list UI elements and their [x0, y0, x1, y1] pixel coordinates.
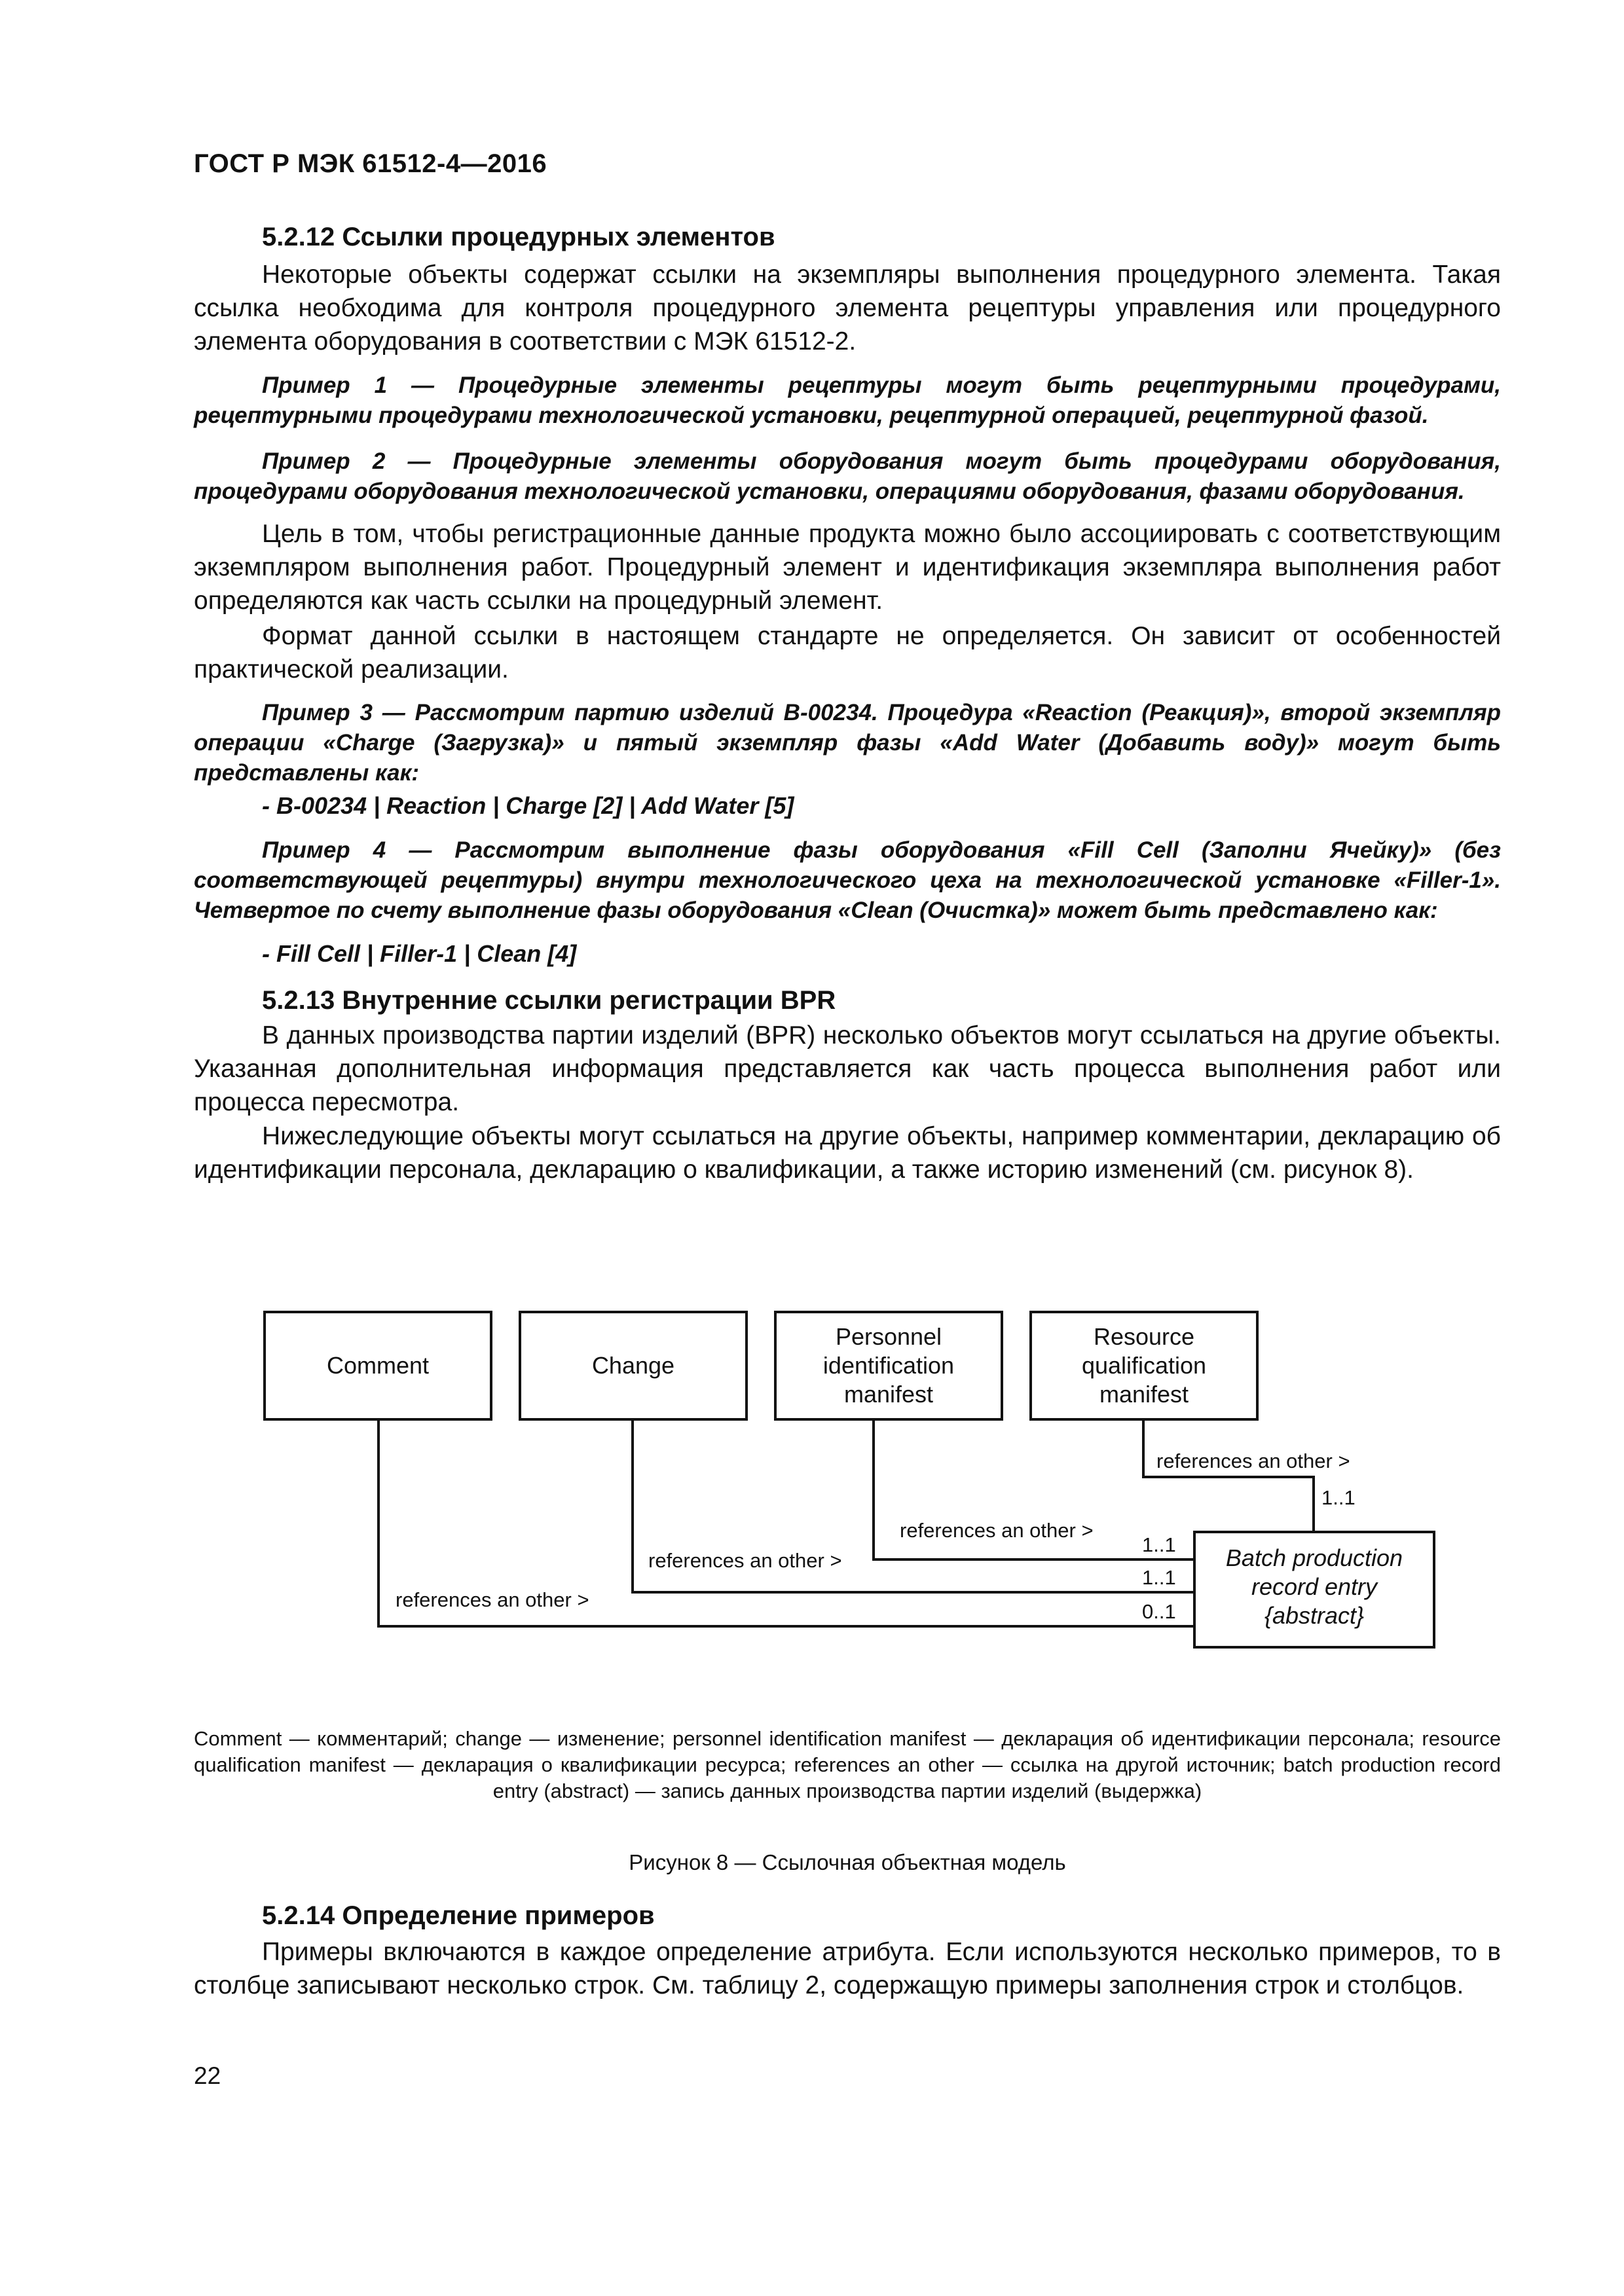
- resource-association-label: references an other >: [1156, 1449, 1350, 1472]
- section-heading-5-2-12: 5.2.12 Ссылки процедурных элементов: [262, 223, 775, 251]
- personnel-label-line-3: manifest: [843, 1381, 934, 1408]
- paragraph: Примеры включаются в каждое определение атрибута. Если используются несколько примеров, то в столбце записывают несколько строк. См. таблицу 2, содержащую примеры заполнения строк и столбцов.: [194, 1938, 1501, 1999]
- resource-label-line-2: qualification: [1081, 1352, 1207, 1379]
- personnel-label-line-1: Personnel: [835, 1323, 942, 1350]
- page-number: 22: [194, 2062, 221, 2089]
- paragraph: Некоторые объекты содержат ссылки на экземпляры выполнения процедурного элемента. Такая ссылка необходима для контроля процедурного элемента рецептуры управления или процедурного элемента оборудования в соответствии с МЭК 61512-2.: [194, 261, 1501, 355]
- standard-header: ГОСТ Р МЭК 61512-4—2016: [194, 149, 547, 178]
- bpr-label-line-1: Batch production: [1225, 1544, 1403, 1571]
- example-3: Пример 3 — Рассмотрим партию изделий B-00234. Процедура «Reaction (Реакция)», второй экземпляр операции «Charge (Загрузка)» и пятый экземпляр фазы «Add Water (Добавить воду)» могут быть представлены как:: [194, 700, 1501, 786]
- section-heading-5-2-14: 5.2.14 Определение примеров: [262, 1901, 655, 1930]
- example-4-code: - Fill Cell | Filler-1 | Clean [4]: [262, 940, 577, 967]
- example-1: Пример 1 — Процедурные элементы рецептуры могут быть рецептурными процедурами, рецептурными процедурами технологической установки, рецептурной операцией, рецептурной фазой.: [194, 373, 1501, 428]
- section-heading-5-2-13: 5.2.13 Внутренние ссылки регистрации BPR: [262, 986, 836, 1015]
- change-label: Change: [591, 1352, 675, 1379]
- resource-multiplicity: 1..1: [1321, 1486, 1356, 1509]
- paragraph: Цель в том, чтобы регистрационные данные продукта можно было ассоциировать с соответствующим экземпляром выполнения работ. Процедурный элемент и идентификация экземпляра выполнения работ определяются как часть ссылки на процедурный элемент.: [194, 520, 1501, 615]
- resource-label-line-1: Resource: [1093, 1323, 1195, 1350]
- change-multiplicity: 1..1: [1142, 1566, 1176, 1589]
- figure-legend: Comment — комментарий; change — изменение; personnel identification manifest — декларация об идентификации персонала; resource qualification manifest — декларация о квалификации ресурса; references an other — ссылка на другой источник; batch production record entry (abstract) — запись данных производства партии изделий (выдержка): [194, 1727, 1501, 1802]
- bpr-label-line-3: {abstract}: [1264, 1602, 1365, 1629]
- paragraph: Нижеследующие объекты могут ссылаться на другие объекты, например комментарии, декларацию об идентификации персонала, декларацию о квалификации, а также историю изменений (см. рисунок 8).: [194, 1122, 1501, 1184]
- personnel-association-label: references an other >: [900, 1519, 1094, 1542]
- figure-caption: Рисунок 8 — Ссылочная объектная модель: [629, 1850, 1066, 1874]
- comment-label: Comment: [326, 1352, 430, 1379]
- paragraph: Формат данной ссылки в настоящем стандарте не определяется. Он зависит от особенностей практической реализации.: [194, 622, 1501, 683]
- comment-association-label: references an other >: [396, 1588, 589, 1611]
- paragraph: В данных производства партии изделий (BPR) несколько объектов могут ссылаться на другие объекты. Указанная дополнительная информация представляется как часть процесса выполнения работ или процесса пересмотра.: [194, 1021, 1501, 1116]
- example-4: Пример 4 — Рассмотрим выполнение фазы оборудования «Fill Cell (Заполни Ячейку)» (без соответствующей рецептуры) внутри технологического цеха на технологической установке «Filler-1». Четвертое по счету выполнение фазы оборудования «Clean (Очистка)» может быть представлено как:: [194, 837, 1501, 923]
- comment-multiplicity: 0..1: [1142, 1600, 1176, 1623]
- personnel-label-line-2: identification: [822, 1352, 955, 1379]
- resource-label-line-3: manifest: [1099, 1381, 1189, 1408]
- personnel-multiplicity: 1..1: [1142, 1533, 1176, 1556]
- example-2: Пример 2 — Процедурные элементы оборудования могут быть процедурами оборудования, процедурами оборудования технологической установки, операциями оборудования, фазами оборудования.: [194, 448, 1501, 504]
- example-3-code: - B-00234 | Reaction | Charge [2] | Add Water [5]: [262, 792, 794, 819]
- bpr-label-line-2: record entry: [1251, 1573, 1378, 1600]
- resource-association-line: [1143, 1419, 1314, 1532]
- change-association-label: references an other >: [648, 1549, 842, 1572]
